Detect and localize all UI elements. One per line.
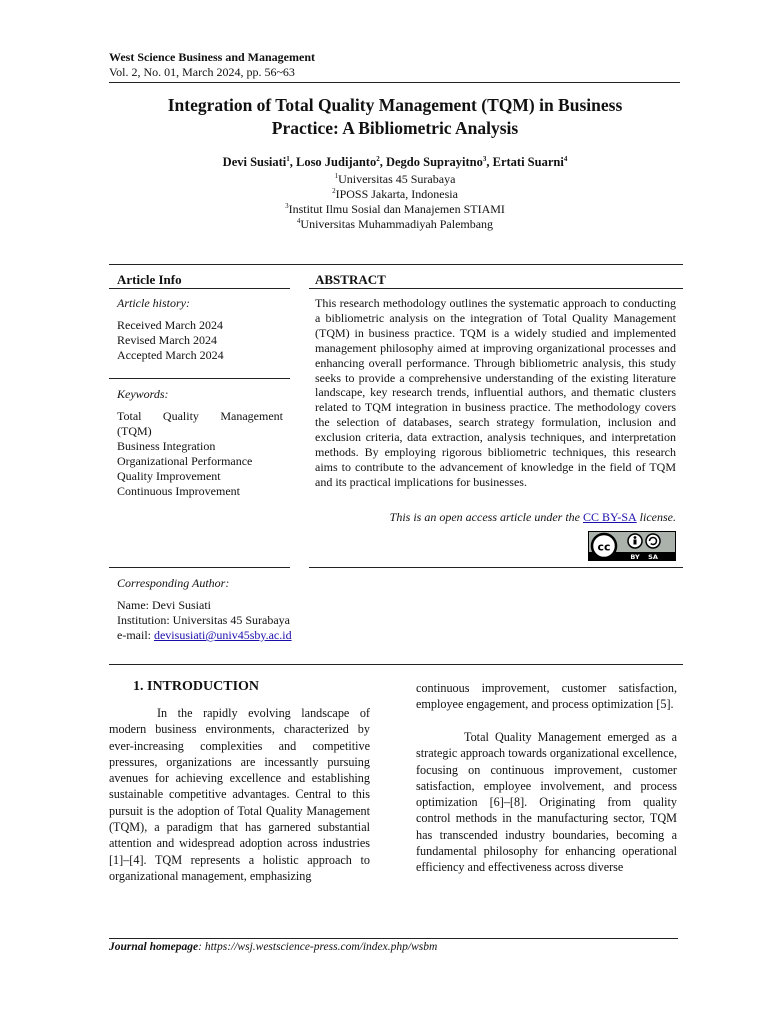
affiliation-sup: 3 — [285, 202, 289, 210]
keyword-item: Business Integration — [117, 439, 216, 453]
affiliation-sup: 4 — [296, 217, 301, 225]
info-bottom-rule — [109, 567, 290, 568]
author-sep: , — [289, 155, 296, 169]
title-line-1: Integration of Total Quality Management (TQM) in Business — [167, 95, 623, 115]
keyword-item: Organizational Performance — [117, 454, 253, 468]
intro-left-column: In the rapidly evolving landscape of modern business environments, characterized by ever-increasing complexities and competitive pressures, organizations are incessantly pursuing avenues for achieving excellence and establishing sustainable competitive advantages. Central to this pursuit is the adoption of Total Quality Management (TQM), a paradigm that has garnered substantial attention and widespread adoption across industries [1]–[4]. TQM represents a holistic approach to organizational management, emphasizing — [109, 706, 370, 883]
license-notice — [315, 510, 676, 525]
email-link[interactable]: devisusiati@univ45sby.ac.id — [153, 628, 292, 642]
affiliation-4 — [100, 217, 690, 232]
badge-sa-label: SA — [648, 553, 658, 560]
license-link[interactable]: CC BY-SA — [582, 510, 637, 524]
affiliation-2 — [100, 187, 690, 202]
author-list — [100, 155, 690, 170]
author-sup: 4 — [563, 154, 568, 163]
title-line-2: Practice: A Bibliometric Analysis — [271, 118, 519, 138]
history-rule — [109, 378, 290, 379]
abstract-heading: ABSTRACT — [315, 272, 386, 287]
email-label: e-mail: — [117, 628, 154, 642]
corresponding-email-line — [117, 628, 292, 643]
journal-homepage — [109, 941, 437, 953]
affiliation-sup: 2 — [332, 187, 336, 195]
article-info-heading: Article Info — [117, 272, 182, 287]
corresponding-institution: Institution: Universitas 45 Surabaya — [117, 613, 290, 627]
cc-by-sa-badge[interactable] — [588, 531, 676, 561]
author-sup: 2 — [376, 154, 380, 163]
affiliation-text: Universitas Muhammadiyah Palembang — [300, 217, 494, 231]
sa-share-icon — [646, 534, 660, 548]
journal-name: West Science Business and Management — [109, 50, 316, 64]
affiliation-1 — [100, 172, 690, 187]
header-rule — [109, 82, 680, 83]
volume-info: Vol. 2, No. 01, March 2024, pp. 56~63 — [109, 65, 295, 79]
corresponding-name: Name: Devi Susiati — [117, 598, 211, 612]
license-prefix: This is an open access article under the — [389, 510, 583, 524]
abstract-bottom-rule — [309, 567, 683, 568]
author-sep: , — [486, 155, 493, 169]
affiliation-text: Institut Ilmu Sosial dan Manajemen STIAMI — [288, 202, 505, 216]
footer-rule — [109, 938, 678, 939]
author-name: Degdo Suprayitno — [385, 155, 483, 169]
intro-right-para-1: continuous improvement, customer satisfaction, employee engagement, and process optimization [5]. — [416, 681, 677, 712]
affiliation-3 — [100, 202, 690, 217]
homepage-url[interactable]: : https://wsj.westscience-press.com/index.php/wsbm — [198, 941, 438, 953]
author-sup: 3 — [482, 154, 487, 163]
keyword-item: Quality Improvement — [117, 469, 221, 483]
abstract-heading-rule — [309, 288, 683, 289]
affiliation-sup: 1 — [334, 172, 339, 180]
author-name: Loso Judijanto — [295, 155, 377, 169]
cc-icon-letters: cc — [597, 540, 611, 554]
accepted-date: Accepted March 2024 — [117, 348, 224, 362]
keyword-item: Total Quality Management (TQM) — [117, 409, 283, 438]
badge-by-label: BY — [630, 553, 640, 560]
author-sup: 1 — [286, 154, 290, 163]
license-suffix: license. — [636, 510, 676, 524]
corresponding-heading: Corresponding Author: — [117, 576, 230, 590]
affiliation-text: Universitas 45 Surabaya — [338, 172, 456, 186]
author-name: Devi Susiati — [222, 155, 287, 169]
introduction-heading: 1. INTRODUCTION — [133, 679, 260, 694]
keyword-item: Continuous Improvement — [117, 484, 240, 498]
keywords-label: Keywords: — [117, 387, 169, 401]
cc-badge-graphic — [589, 532, 675, 560]
article-history-label: Article history: — [117, 296, 190, 310]
author-name: Ertati Suarni — [492, 155, 564, 169]
paper-title — [100, 94, 690, 140]
info-top-rule — [109, 264, 683, 265]
author-sep: , — [379, 155, 386, 169]
homepage-label: Journal homepage — [109, 941, 199, 953]
intro-right-para-2: Total Quality Management emerged as a strategic approach towards organizational excellence, focusing on continuous improvement, customer satisfaction, employee involvement, and process optimization [6]–[8]. Originating from quality control methods in the manufacturing sector, TQM has transcended industry boundaries, becoming a fundamental philosophy for enhancing operational efficiency and effectiveness across diverse — [416, 730, 677, 875]
info-end-rule — [109, 664, 683, 665]
info-heading-rule — [109, 288, 290, 289]
affiliation-text: IPOSS Jakarta, Indonesia — [335, 187, 458, 201]
revised-date: Revised March 2024 — [117, 333, 217, 347]
abstract-body: This research methodology outlines the systematic approach to conducting a bibliometric analysis on the integration of Total Quality Management (TQM) in business practice. TQM is a widely studied and implemented management philosophy aimed at improving organizational processes and enhancing overall performance. Through bibliometric analysis, this study seeks to provide a comprehensive understanding of the existing literature landscape, key research trends, influential authors, and thematic clusters related to TQM integration in business practice. The methodology covers the selection of databases, search strategy formulation, inclusion and exclusion criteria, data extraction, analysis techniques, and interpretation methods. By employing rigorous bibliometric techniques, this research aims to contribute to the advancement of knowledge in the field of TQM and its practical implications for businesses. — [315, 296, 676, 489]
received-date: Received March 2024 — [117, 318, 223, 332]
